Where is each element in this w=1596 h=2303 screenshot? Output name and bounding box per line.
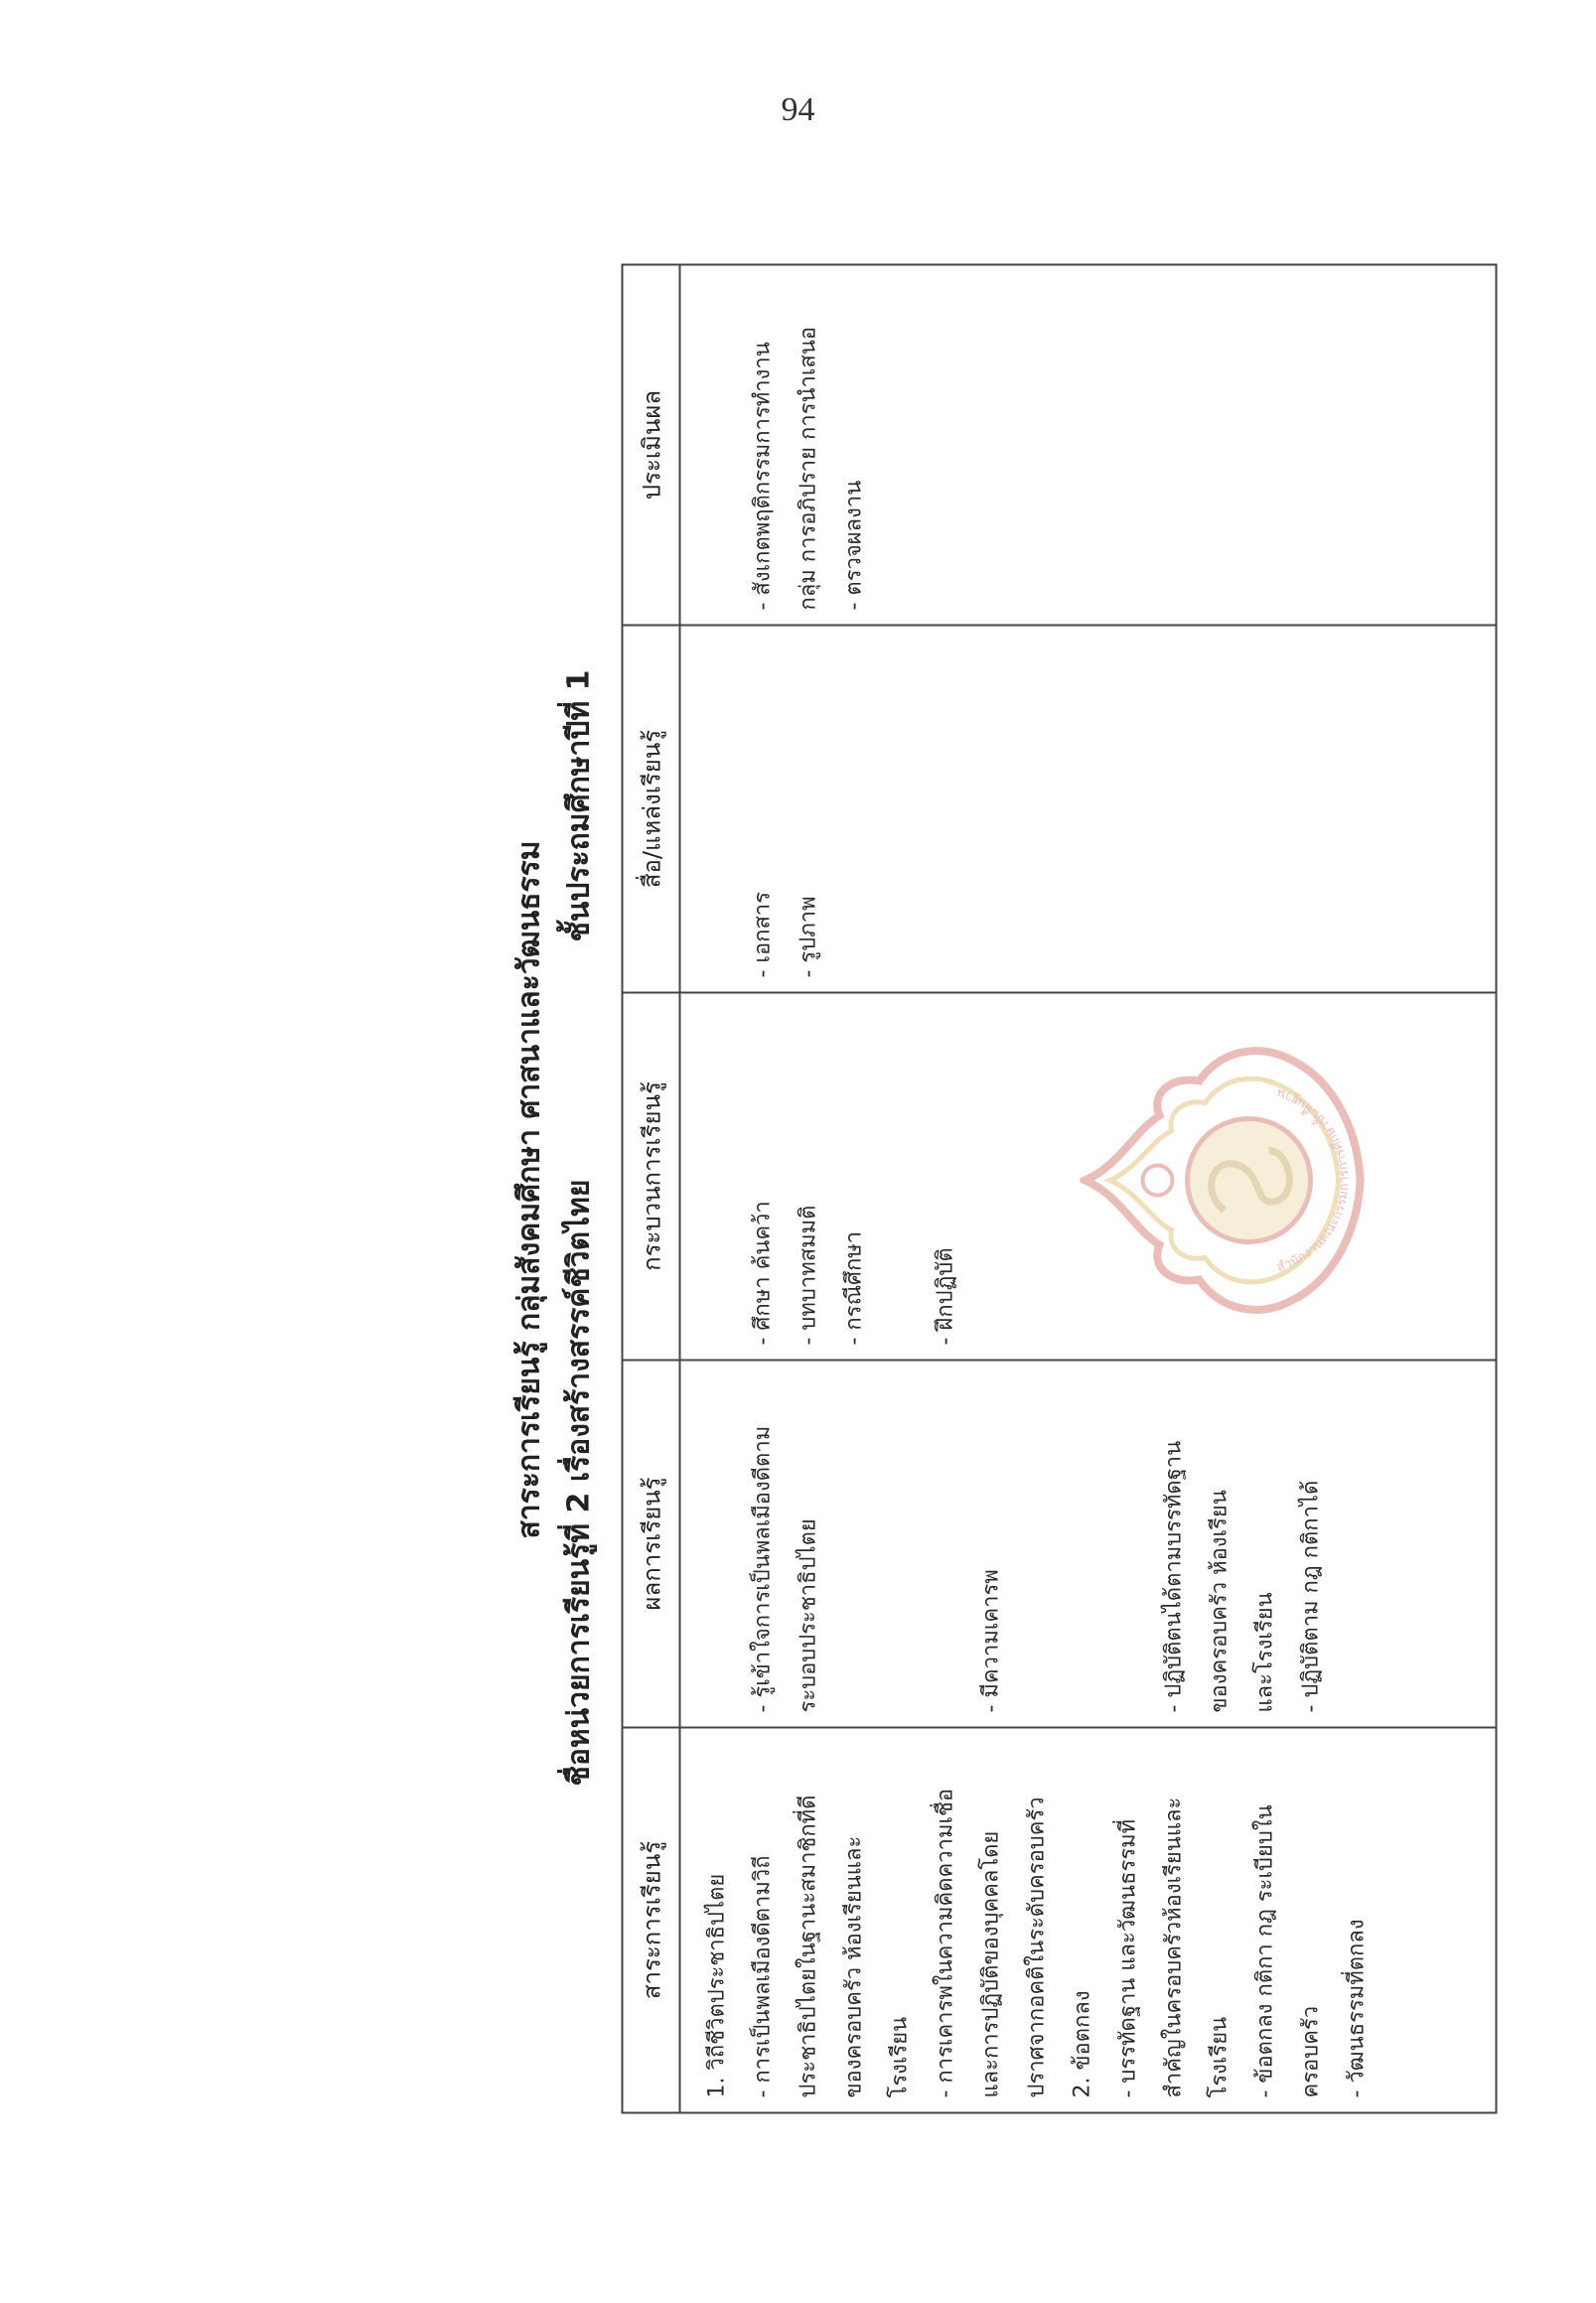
cell-media xyxy=(679,626,1496,993)
blank-line xyxy=(831,1375,877,1713)
emblem-wheel xyxy=(1142,1166,1172,1196)
col-header-content: สาระการเรียนรู้ xyxy=(622,1728,679,2113)
blank-line xyxy=(694,1375,740,1713)
blank-line xyxy=(877,1375,923,1713)
col-header-process: กระบวนการเรียนรู้ xyxy=(622,993,679,1361)
content-line: - ข้อตกลง กติกา กฎ ระเบียบใน xyxy=(1252,1804,1277,2098)
content-line: - การเป็นพลเมืองดีตามวิถี xyxy=(750,1855,775,2098)
outcome-line: - มีความเคารพ xyxy=(978,1569,1003,1713)
obec-emblem-watermark xyxy=(1080,1032,1368,1330)
cell-outcomes xyxy=(679,1361,1496,1728)
content-line: ของครอบครัว ห้องเรียนและ xyxy=(841,1835,866,2098)
cell-content xyxy=(679,1728,1496,2113)
content-line: ประชาธิปไตยในฐานะสมาชิกที่ดี xyxy=(796,1795,820,2098)
blank-line xyxy=(694,280,740,611)
content-line: ครอบครัว xyxy=(1298,2005,1323,2098)
rotated-landscape-page xyxy=(504,266,1497,2114)
assessment-line: - สังเกตพฤติกรรมการทำงาน xyxy=(750,342,775,611)
process-line: - ศึกษา ค้นคว้า xyxy=(750,1201,775,1346)
outcome-line: และโรงเรียน xyxy=(1252,1592,1277,1713)
process-line: - ฝึกปฏิบัติ xyxy=(933,1247,957,1346)
assessment-line: กลุ่ม การอภิปราย การนำเสนอ xyxy=(796,326,820,611)
outcome-line: - ปฏิบัติตนได้ตามบรรทัดฐาน xyxy=(1161,1440,1186,1713)
grade-level: ชั้นประถมศึกษาปีที่ 1 xyxy=(561,669,596,942)
blank-line xyxy=(694,641,740,978)
process-line: - บทบาทสมมติ xyxy=(796,1205,820,1346)
unit-title: ชื่อหน่วยการเรียนรู้ที่ 2 เรื่องสร้างสรรค์ชีวิตไทย xyxy=(561,1179,596,1787)
table-header-row xyxy=(622,265,679,2113)
process-line: - กรณีศึกษา xyxy=(841,1230,866,1346)
blank-line xyxy=(877,1008,923,1346)
content-line: 2. ข้อตกลง xyxy=(1070,1990,1094,2098)
col-header-media: สื่อ/แหล่งเรียนรู้ xyxy=(622,626,679,993)
media-line: - เอกสาร xyxy=(750,891,775,978)
content-line: โรงเรียน xyxy=(1207,2016,1232,2098)
blank-line xyxy=(694,1008,740,1346)
content-line: - วัฒนธรรมที่ตกลง xyxy=(1344,1919,1369,2098)
outcome-line: ของครอบครัว ห้องเรียน xyxy=(1207,1490,1232,1713)
content-line: สำคัญในครอบครัวห้องเรียนและ xyxy=(1161,1797,1186,2098)
cell-assessment xyxy=(679,265,1496,626)
assessment-line: - ตรวจผลงาน xyxy=(841,480,866,611)
outcome-line: ระบอบประชาธิปไตย xyxy=(796,1518,820,1713)
blank-line xyxy=(1105,1375,1151,1713)
outcome-line: - รู้เข้าใจการเป็นพลเมืองดีตาม xyxy=(750,1425,775,1713)
page-number: 94 xyxy=(781,91,815,128)
content-line: - บรรทัดฐาน และวัฒนธรรมที่ xyxy=(1115,1818,1140,2098)
blank-line xyxy=(1014,1375,1060,1713)
col-header-outcomes: ผลการเรียนรู้ xyxy=(622,1361,679,1728)
blank-line xyxy=(923,1375,968,1713)
subject-title: สาระการเรียนรู้ กลุ่มสังคมศึกษา ศาสนาและวัฒนธรรม xyxy=(511,840,546,1539)
content-line: ปราศจากอคติในระดับครอบครัว xyxy=(1024,1797,1049,2098)
page-header xyxy=(504,266,613,2114)
media-line: - รูปภาพ xyxy=(796,896,820,978)
content-line: โรงเรียน xyxy=(887,2016,912,2098)
outcome-line: - ปฏิบัติตาม กฎ กติกาได้ xyxy=(1298,1480,1323,1713)
content-line: - การเคารพในความคิดความเชื่อ xyxy=(933,1788,957,2098)
content-line: 1. วิถีชีวิตประชาธิปไตย xyxy=(704,1873,729,2098)
col-header-assessment: ประเมินผล xyxy=(622,265,679,626)
content-line: และการปฏิบัติของบุคคลโดย xyxy=(978,1830,1003,2098)
emblem-arc-textpath: สำนักงานคณะกรรมการการศึกษาขั้นพื้นฐาน xyxy=(1274,1084,1353,1276)
blank-line xyxy=(1060,1375,1105,1713)
